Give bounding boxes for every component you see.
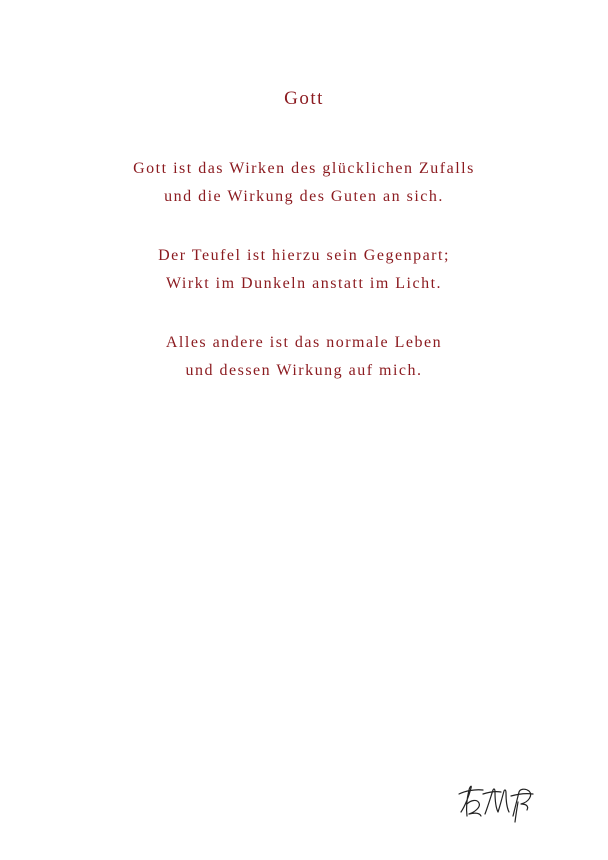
stanza-3: [0, 329, 608, 385]
poem-line: Der Teufel ist hierzu sein Gegenpart;: [158, 247, 450, 264]
poem-line: und die Wirkung des Guten an sich.: [164, 188, 444, 205]
stanza-2: [0, 242, 608, 298]
poem-title: Gott: [284, 88, 324, 109]
stanza-1: [0, 155, 608, 211]
signature-drawing: [455, 782, 537, 824]
poem-line: Gott ist das Wirken des glücklichen Zufalls: [133, 160, 475, 177]
poem-line: Alles andere ist das normale Leben: [165, 334, 443, 351]
poem-line: und dessen Wirkung auf mich.: [185, 362, 423, 379]
poem-body: [0, 155, 608, 416]
signature-icon: [455, 782, 537, 824]
poem-line: Wirkt im Dunkeln anstatt im Licht.: [165, 275, 443, 292]
